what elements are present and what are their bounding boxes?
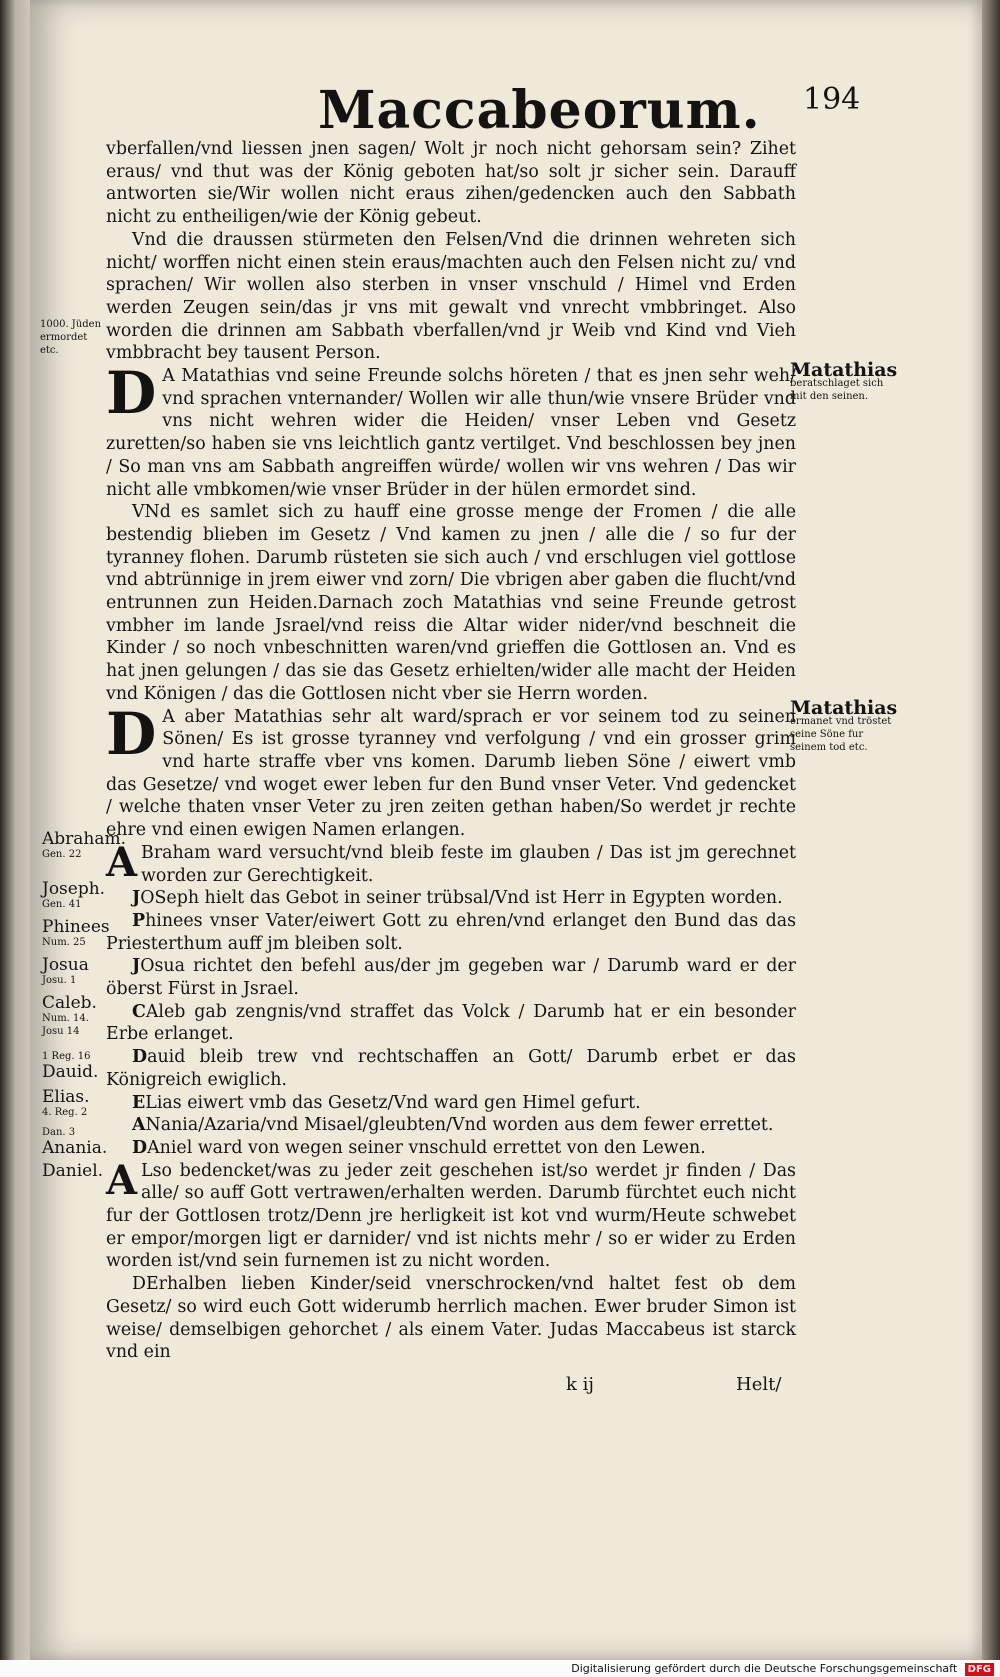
catchword: Helt/ [736, 1374, 782, 1395]
right-margin-note: Matathias ermanet vnd tröstet seine Söne fur seinem tod etc. [790, 697, 898, 753]
margin-name-josua: Josua Josu. 1 [42, 955, 89, 986]
drop-initial: A [106, 1156, 138, 1204]
verse-daniel: DAniel ward von wegen seiner vnschuld errettet von den Lewen. [132, 1137, 706, 1158]
digitization-footer: Digitalisierung gefördert durch die Deutsche Forschungsgemeinschaft DFG [0, 1660, 1000, 1677]
drop-initial: D [106, 359, 157, 428]
verse-joseph: JOSeph hielt das Gebot in seiner trübsal/Vnd ist Herr in Egypten worden. [132, 888, 783, 909]
main-text [106, 138, 796, 1364]
paragraph: DErhalben lieben Kinder/seid vnerschrocken/vnd haltet fest ob dem Gesetz/ so wird euch Gott widerumb herrlich machen. Ewer bruder Simon ist weise/ demselbigen gehorchet / als einem Vater. Judas Maccabeus ist starck vnd ein [106, 1274, 796, 1363]
margin-name-dauid: 1 Reg. 16 Dauid. [42, 1051, 99, 1082]
paragraph: Vnd die draussen stürmeten den Felsen/Vnd die drinnen wehreten sich nicht/ worffen nicht einen stein eraus/machten auch den Felsen nicht zu/ vnd sprachen/ Wir wollen also sterben in vnser vnschuld / Himel vnd Erden werden Zeugen sein/das jr vns mit gewalt vnd vnrecht vmbbringet. Also worden die drinnen am Sabbath vberfallen/vnd jr Weib vnd Kind vnd Vieh vmbbracht bey tausent Person. [106, 229, 796, 364]
margin-name-elias: Elias. 4. Reg. 2 [42, 1087, 90, 1118]
left-margin-note: 1000. Jüden ermordet etc. [40, 319, 102, 356]
margin-name-joseph: Joseph. Gen. 41 [42, 879, 106, 910]
running-title: Maccabeorum. [318, 80, 761, 141]
paragraph: D A Matathias vnd seine Freunde solchs höreten / that es jnen sehr weh/ vnd sprachen vnternander/ Wollen wir alle thun/wie vnsere Brüder vnd vns nicht wehren wider die Heiden/ vnser Leben vnd Gesetz zuretten/so haben sie vns leichtlich gantz vertilget. Vnd beschlossen bey jnen / So man vns am Sabbath angreiffen würde/ wollen wir vns wehren / Das wir nicht alle vmbkomen/wie vnser Brüder in der hülen ermordet sind. [106, 359, 796, 500]
margin-name-anania: Dan. 3 Anania. [42, 1127, 108, 1158]
verse-abraham: A Braham ward versucht/vnd bleib feste im glauben / Das ist jm gerechnet worden zur Gerechtigkeit. [106, 838, 796, 886]
dfg-logo: DFG [965, 1663, 994, 1676]
folio-number: 194 [803, 82, 861, 117]
margin-name-phinees: Phinees Num. 25 [42, 917, 110, 948]
verse-josua: JOsua richtet den befehl aus/der jm gegeben war / Darumb ward er der öberst Fürst in Jsrael. [106, 956, 796, 1000]
right-margin-note: Matathias beratschlaget sich mit den seinen. [790, 359, 898, 402]
paragraph: A Lso bedencket/was zu jeder zeit geschehen ist/so werdet jr finden / Das alle/ so auff Gott vertrawen/erhalten werden. Darumb fürchtet euch nicht fur der Gottlosen trotz/Denn jre herligkeit ist kot vnd wurm/Heute schwebet er empor/morgen ligt er darnider/ vnd ist nichts mehr / so er wider zu Erden worden ist/vnd sein furnemen ist zu nicht worden. [106, 1156, 796, 1272]
margin-name-daniel: Daniel. [42, 1161, 104, 1181]
verse-caleb: CAleb gab zengnis/vnd straffet das Volck / Darumb hat er ein besonder Erbe erlanget. [106, 1001, 796, 1045]
margin-name-caleb: Caleb. Num. 14. Josu 14 [42, 993, 97, 1037]
drop-initial: D [106, 699, 157, 768]
verse-phinees: Phinees vnser Vater/eiwert Gott zu ehren/vnd erlanget den Bund das das Priesterthum auff jm bleiben solt. [106, 910, 796, 954]
paragraph: vberfallen/vnd liessen jnen sagen/ Wolt jr noch nicht gehorsam sein? Zihet eraus/ vnd thut was der König geboten hat/so solt jr sicher sein. Darauff antworten sie/Wir wollen nicht eraus zihen/gedencken auch den Sabbath nicht zu entheiligen/wie der König gebeut. [106, 139, 796, 228]
signature-mark: k ij [566, 1374, 594, 1395]
verse-dauid: Dauid bleib trew vnd rechtschaffen an Gott/ Darumb erbet er das Königreich ewiglich. [106, 1047, 796, 1090]
verse-elias: ELias eiwert vmb das Gesetz/Vnd ward gen Himel gefurt. [132, 1092, 641, 1113]
paragraph: VNd es samlet sich zu hauff eine grosse menge der Fromen / die alle bestendig blieben im Gesetz / Vnd kamen zu jnen / alle die / so fur der tyranney flohen. Darumb rüsteten sie sich auch / vnd erschlugen viel gottlose vnd abtrünnige in jrem eiwer vnd zorn/ Die vbrigen aber gaben die flucht/vnd entrunnen zun Heiden.Darnach zoch Matathias vnd seine Freunde getrost vmbher im lande Jsrael/vnd reiss die Altar wider nider/vnd beschneit die Kinder / so noch vnbeschnitten waren/vnd grieffen die Gottlosen an. Vnd es hat jnen gelungen / das sie das Gesetz erhielten/wider alle macht der Heiden vnd Königen / das die Gottlosen nicht vber sie Herrn worden. [106, 502, 796, 704]
verse-anania: ANania/Azaria/vnd Misael/gleubten/Vnd worden aus dem fewer errettet. [132, 1115, 774, 1136]
margin-name-abraham: Abraham. Gen. 22 [42, 829, 127, 860]
page-stack-edge [982, 0, 1000, 1660]
paragraph: D A aber Matathias sehr alt ward/sprach er vor seinem tod zu seinen Sönen/ Es ist grosse tyranney vnd verfolgung / vnd ein grosser grim vnd harte straffe vber vns komen. Darumb lieben Söne / eiwert vmb das Gesetze/ vnd woget ewer leben fur den Bund vnser Veter. Vnd gedencket / welche thaten vnser Veter zu jren zeiten gethan haben/So werdet jr rechte ehre vnd einen ewigen Namen erlangen. [106, 699, 796, 841]
